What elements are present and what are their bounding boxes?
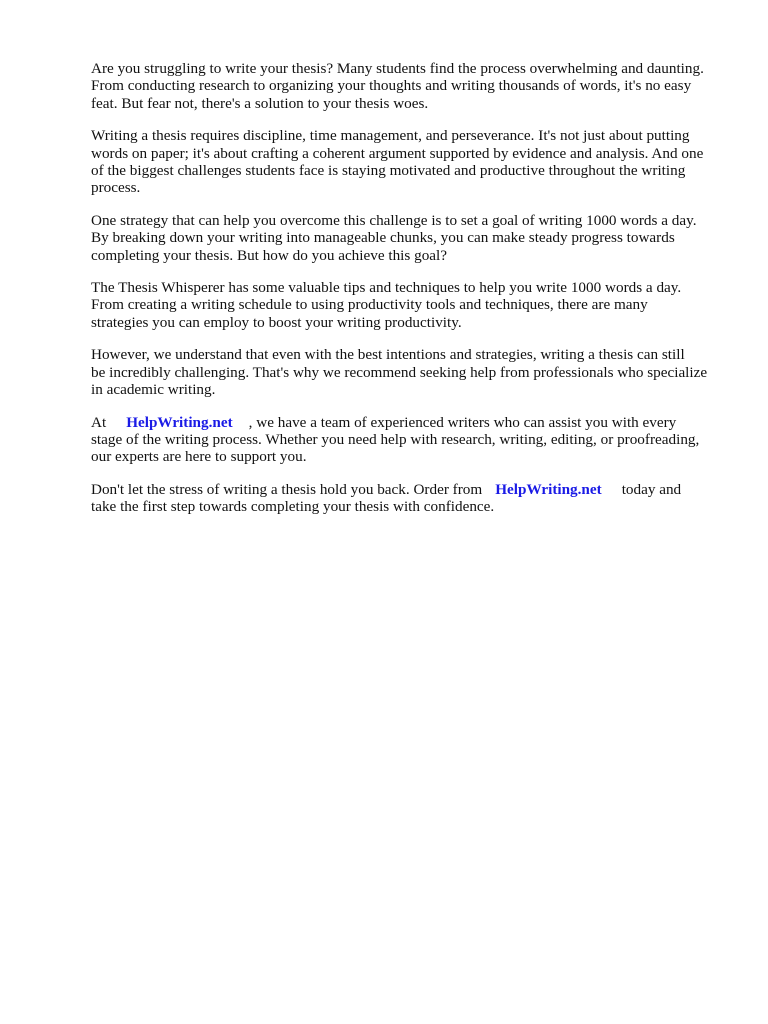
paragraph-strategy: One strategy that can help you overcome this challenge is to set a goal of writing 1000 words a day. By breaking down your writing into manageable chunks, you can make steady progress towards completing your thesis. But how do you achieve this goal? — [91, 211, 697, 264]
paragraph-helpwriting-rest: , we have a team of experienced writers who can assist you with every stage of the writing process. Whether you need help with research, writing, editing, or proofreading, our experts are here to support you. — [91, 413, 700, 466]
paragraph-discipline: Writing a thesis requires discipline, time management, and perseverance. It's not just about putting words on paper; it's about crafting a coherent argument supported by evidence and analysis. And one of the biggest challenges students face is staying motivated and productive throughout the writing process. — [91, 127, 704, 197]
paragraph-professional-help: However, we understand that even with the best intentions and strategies, writing a thesis can still be incredibly challenging. That's why we recommend seeking help from professionals who specialize in academic writing. — [91, 346, 708, 399]
helpwriting-link[interactable]: HelpWriting.net — [126, 413, 233, 431]
paragraph-closing — [91, 481, 731, 516]
paragraph-helpwriting-lead: At — [91, 413, 107, 431]
helpwriting-order-link[interactable]: HelpWriting.net — [495, 480, 602, 498]
document-body — [91, 60, 731, 531]
paragraph-closing-lead: Don't let the stress of writing a thesis hold you back. Order from — [91, 480, 483, 498]
paragraph-helpwriting — [91, 414, 731, 466]
paragraph-closing-rest: today and take the first step towards completing your thesis with confidence. — [91, 480, 682, 516]
paragraph-thesis-whisperer: The Thesis Whisperer has some valuable tips and techniques to help you write 1000 words a day. From creating a writing schedule to using productivity tools and techniques, there are many strategies you can employ to boost your writing productivity. — [91, 279, 682, 331]
paragraph-intro: Are you struggling to write your thesis? Many students find the process overwhelming and daunting. From conducting research to organizing your thoughts and writing thousands of words, it's no easy feat. But fear not, there's a solution to your thesis woes. — [91, 60, 704, 112]
